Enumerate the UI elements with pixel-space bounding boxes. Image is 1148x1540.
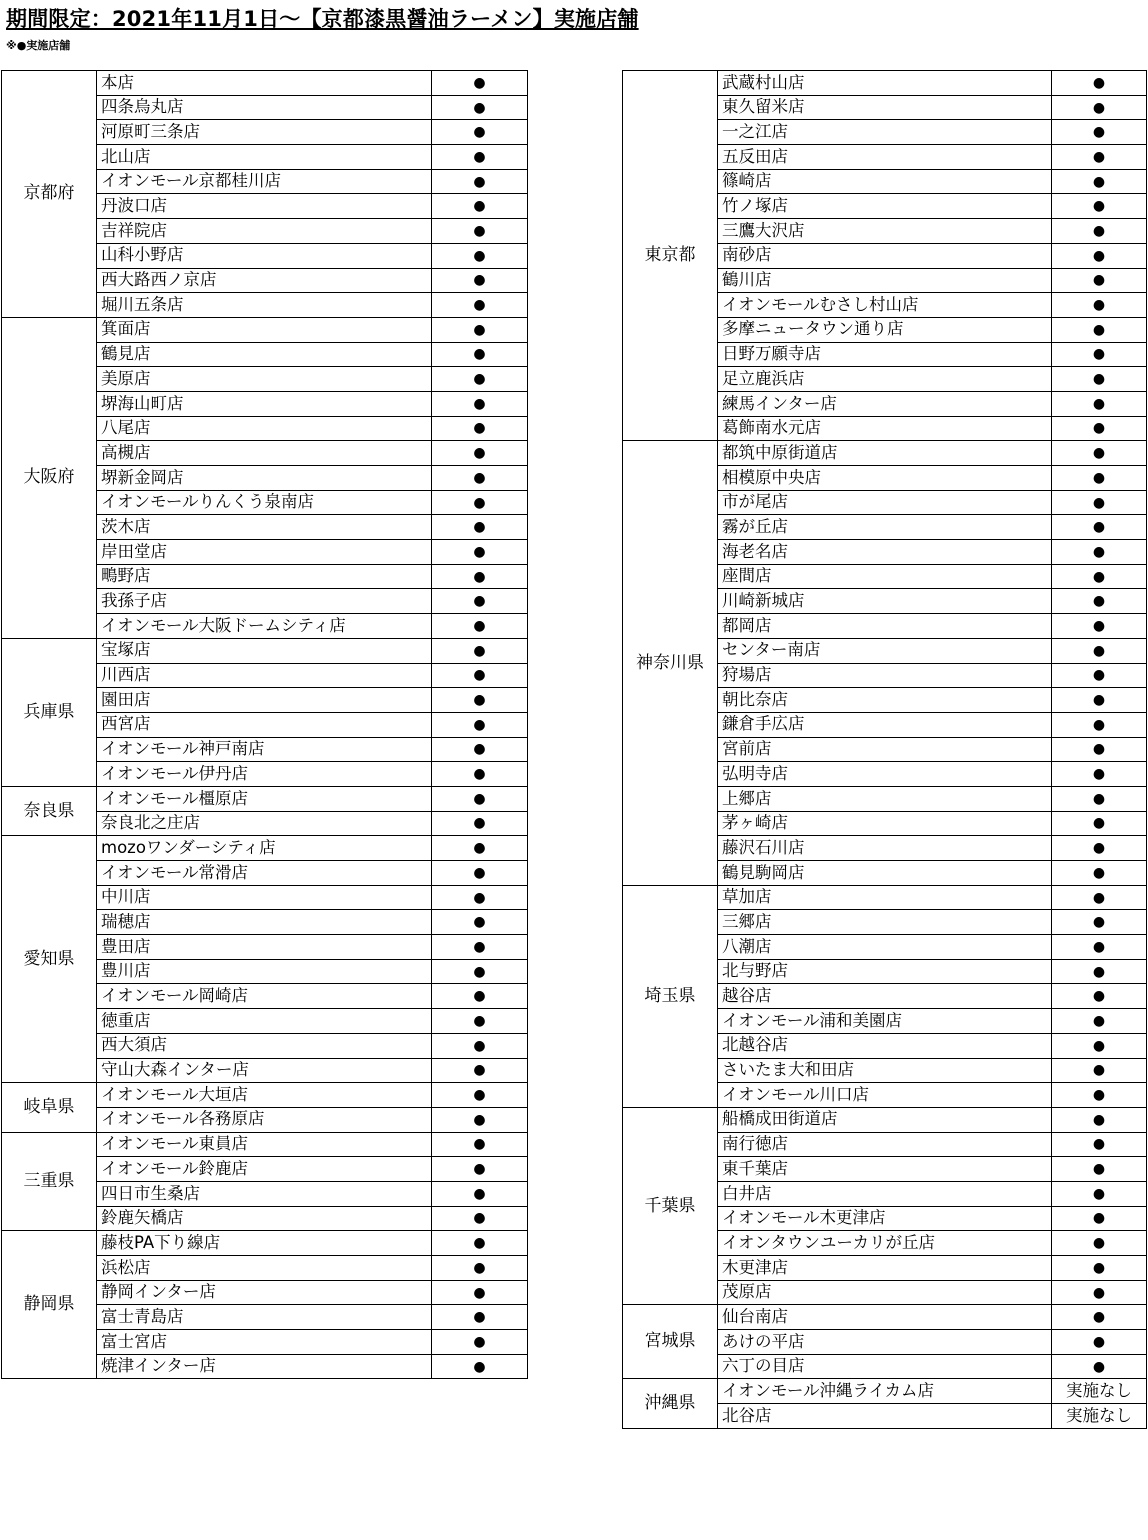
store-name-cell: さいたま大和田店 (718, 1058, 1052, 1083)
status-mark-cell: ● (1052, 194, 1147, 219)
status-mark-cell: ● (432, 762, 528, 787)
store-name-cell: 座間店 (718, 564, 1052, 589)
store-name-cell: 浜松店 (97, 1256, 432, 1281)
status-mark-cell: ● (432, 1181, 528, 1206)
store-name-cell: 草加店 (718, 885, 1052, 910)
store-name-cell: 仙台南店 (718, 1305, 1052, 1330)
store-name-cell: 丹波口店 (97, 194, 432, 219)
table-row (2, 71, 528, 96)
store-name-cell: 弘明寺店 (718, 762, 1052, 787)
store-name-cell: 都筑中原街道店 (718, 441, 1052, 466)
store-name-cell: 徳重店 (97, 1009, 432, 1034)
status-mark-cell: ● (1052, 466, 1147, 491)
store-name-cell: イオンモール鈴鹿店 (97, 1157, 432, 1182)
prefecture-cell: 兵庫県 (2, 638, 97, 786)
status-mark-cell: ● (432, 1354, 528, 1379)
status-mark-cell: ● (432, 663, 528, 688)
store-name-cell: イオンモール東員店 (97, 1132, 432, 1157)
table-row (623, 1107, 1147, 1132)
store-name-cell: イオンモール大垣店 (97, 1083, 432, 1108)
status-mark-cell: ● (1052, 268, 1147, 293)
table-row (2, 1083, 528, 1108)
status-mark-cell: ● (1052, 1033, 1147, 1058)
prefecture-cell: 京都府 (2, 71, 97, 318)
store-name-cell: 六丁の目店 (718, 1354, 1052, 1379)
status-mark-cell: ● (1052, 984, 1147, 1009)
store-name-cell: 霧が丘店 (718, 515, 1052, 540)
status-mark-cell: ● (1052, 490, 1147, 515)
store-name-cell: 鈴鹿矢橋店 (97, 1206, 432, 1231)
status-mark-cell: ● (1052, 1231, 1147, 1256)
status-mark-cell: ● (1052, 515, 1147, 540)
status-mark-cell: ● (1052, 762, 1147, 787)
status-mark-cell: ● (1052, 1058, 1147, 1083)
status-mark-cell: ● (1052, 367, 1147, 392)
status-mark-cell: ● (1052, 391, 1147, 416)
status-mark-cell: ● (432, 910, 528, 935)
status-mark-cell: ● (432, 490, 528, 515)
prefecture-cell: 奈良県 (2, 786, 97, 835)
store-name-cell: 南行徳店 (718, 1132, 1052, 1157)
status-mark-cell: ● (1052, 1354, 1147, 1379)
status-mark-cell: ● (432, 1330, 528, 1355)
status-mark-cell: ● (1052, 71, 1147, 96)
store-name-cell: あけの平店 (718, 1330, 1052, 1355)
status-mark-cell: ● (1052, 712, 1147, 737)
store-name-cell: 瑞穂店 (97, 910, 432, 935)
store-name-cell: 西宮店 (97, 712, 432, 737)
store-name-cell: 川崎新城店 (718, 589, 1052, 614)
status-mark-cell: ● (1052, 1206, 1147, 1231)
store-name-cell: 中川店 (97, 885, 432, 910)
status-mark-cell: ● (432, 120, 528, 145)
store-name-cell: 四条烏丸店 (97, 95, 432, 120)
status-mark-cell: ● (1052, 638, 1147, 663)
status-mark-cell: ● (1052, 688, 1147, 713)
status-mark-cell: ● (432, 1132, 528, 1157)
store-name-cell: 園田店 (97, 688, 432, 713)
store-name-cell: イオンモール木更津店 (718, 1206, 1052, 1231)
status-mark-cell: ● (1052, 1280, 1147, 1305)
status-mark-cell: ● (432, 811, 528, 836)
store-name-cell: 藤沢石川店 (718, 836, 1052, 861)
status-mark-cell: ● (432, 466, 528, 491)
status-mark-cell: ● (432, 1107, 528, 1132)
status-mark-cell: ● (432, 1009, 528, 1034)
page-title: 期間限定：2021年11月1日～【京都漆黒醤油ラーメン】実施店舗 (6, 7, 639, 31)
store-name-cell: 八尾店 (97, 416, 432, 441)
status-mark-cell: ● (432, 737, 528, 762)
status-mark-cell: ● (432, 391, 528, 416)
store-name-cell: 葛飾南水元店 (718, 416, 1052, 441)
store-name-cell: 堺海山町店 (97, 391, 432, 416)
store-name-cell: 海老名店 (718, 540, 1052, 565)
status-mark-cell: ● (432, 564, 528, 589)
store-name-cell: イオンモール常滑店 (97, 861, 432, 886)
store-name-cell: 富士青島店 (97, 1305, 432, 1330)
store-name-cell: イオンモール神戸南店 (97, 737, 432, 762)
status-mark-cell: ● (1052, 614, 1147, 639)
legend-note: ※●実施店舗 (6, 39, 71, 52)
status-mark-cell: ● (432, 293, 528, 318)
prefecture-cell: 愛知県 (2, 836, 97, 1083)
status-mark-cell: ● (1052, 663, 1147, 688)
store-table-left (1, 70, 528, 1379)
prefecture-cell: 大阪府 (2, 317, 97, 638)
store-name-cell: イオンモール沖縄ライカム店 (718, 1379, 1052, 1404)
store-name-cell: 三鷹大沢店 (718, 219, 1052, 244)
status-mark-cell: ● (1052, 317, 1147, 342)
store-name-cell: 足立鹿浜店 (718, 367, 1052, 392)
store-name-cell: 武蔵村山店 (718, 71, 1052, 96)
status-mark-cell: ● (1052, 145, 1147, 170)
table-row (2, 836, 528, 861)
prefecture-cell: 沖縄県 (623, 1379, 718, 1428)
status-mark-cell: ● (432, 95, 528, 120)
status-mark-cell: ● (432, 1206, 528, 1231)
store-name-cell: 富士宮店 (97, 1330, 432, 1355)
store-name-cell: 山科小野店 (97, 243, 432, 268)
store-name-cell: 藤枝PA下り線店 (97, 1231, 432, 1256)
store-name-cell: 三郷店 (718, 910, 1052, 935)
table-row (2, 317, 528, 342)
status-mark-cell: ● (1052, 1083, 1147, 1108)
store-name-cell: 堀川五条店 (97, 293, 432, 318)
store-name-cell: 川西店 (97, 663, 432, 688)
status-mark-cell: ● (432, 71, 528, 96)
status-mark-cell: ● (432, 861, 528, 886)
status-mark-cell: ● (1052, 910, 1147, 935)
status-mark-cell: ● (1052, 861, 1147, 886)
status-mark-cell: ● (432, 1231, 528, 1256)
status-mark-cell: ● (1052, 1107, 1147, 1132)
status-mark-cell: ● (432, 416, 528, 441)
status-mark-cell: ● (1052, 219, 1147, 244)
status-mark-cell: ● (432, 1083, 528, 1108)
store-name-cell: 宮前店 (718, 737, 1052, 762)
store-name-cell: イオンモール大阪ドームシティ店 (97, 614, 432, 639)
table-row (623, 1305, 1147, 1330)
prefecture-cell: 千葉県 (623, 1107, 718, 1305)
status-mark-cell: ● (1052, 416, 1147, 441)
table-row (623, 441, 1147, 466)
store-name-cell: 竹ノ塚店 (718, 194, 1052, 219)
store-name-cell: 岸田堂店 (97, 540, 432, 565)
store-name-cell: 四日市生桑店 (97, 1181, 432, 1206)
status-mark-cell: ● (432, 169, 528, 194)
table-row (2, 638, 528, 663)
prefecture-cell: 東京都 (623, 71, 718, 441)
status-mark-cell: ● (1052, 737, 1147, 762)
store-name-cell: 八潮店 (718, 935, 1052, 960)
status-mark-cell: ● (1052, 169, 1147, 194)
store-name-cell: イオンモール浦和美園店 (718, 1009, 1052, 1034)
store-name-cell: 西大須店 (97, 1033, 432, 1058)
status-mark-cell: ● (432, 1280, 528, 1305)
status-mark-cell: ● (432, 712, 528, 737)
status-mark-cell: ● (1052, 564, 1147, 589)
status-mark-cell: ● (432, 515, 528, 540)
status-mark-cell: ● (432, 1305, 528, 1330)
table-row (2, 1231, 528, 1256)
store-name-cell: 茅ヶ崎店 (718, 811, 1052, 836)
store-name-cell: 木更津店 (718, 1256, 1052, 1281)
store-name-cell: 北谷店 (718, 1404, 1052, 1429)
status-mark-cell: ● (432, 1256, 528, 1281)
status-mark-cell: ● (1052, 342, 1147, 367)
table-row (623, 71, 1147, 96)
table-row (2, 786, 528, 811)
status-mark-cell: ● (432, 243, 528, 268)
store-name-cell: 市が尾店 (718, 490, 1052, 515)
store-name-cell: 船橋成田街道店 (718, 1107, 1052, 1132)
status-mark-cell: 実施なし (1052, 1379, 1147, 1404)
table-row (623, 885, 1147, 910)
status-mark-cell: ● (432, 317, 528, 342)
store-name-cell: 本店 (97, 71, 432, 96)
status-mark-cell: ● (432, 984, 528, 1009)
status-mark-cell: ● (1052, 243, 1147, 268)
store-name-cell: 箕面店 (97, 317, 432, 342)
status-mark-cell: ● (1052, 293, 1147, 318)
status-mark-cell: ● (432, 688, 528, 713)
store-name-cell: イオンモールりんくう泉南店 (97, 490, 432, 515)
status-mark-cell: ● (1052, 811, 1147, 836)
status-mark-cell: ● (432, 219, 528, 244)
store-name-cell: 堺新金岡店 (97, 466, 432, 491)
prefecture-cell: 岐阜県 (2, 1083, 97, 1132)
store-name-cell: 吉祥院店 (97, 219, 432, 244)
store-name-cell: 練馬インター店 (718, 391, 1052, 416)
store-name-cell: 鎌倉手広店 (718, 712, 1052, 737)
status-mark-cell: ● (1052, 1305, 1147, 1330)
store-name-cell: 五反田店 (718, 145, 1052, 170)
store-name-cell: mozoワンダーシティ店 (97, 836, 432, 861)
store-name-cell: 鶴川店 (718, 268, 1052, 293)
prefecture-cell: 三重県 (2, 1132, 97, 1231)
status-mark-cell: ● (1052, 441, 1147, 466)
store-name-cell: 朝比奈店 (718, 688, 1052, 713)
store-name-cell: 越谷店 (718, 984, 1052, 1009)
store-name-cell: イオンモール岡崎店 (97, 984, 432, 1009)
store-table-right (622, 70, 1147, 1429)
status-mark-cell: ● (432, 1157, 528, 1182)
store-name-cell: 高槻店 (97, 441, 432, 466)
status-mark-cell: ● (432, 786, 528, 811)
store-name-cell: 鶴見店 (97, 342, 432, 367)
store-name-cell: 鶴見駒岡店 (718, 861, 1052, 886)
store-name-cell: 東久留米店 (718, 95, 1052, 120)
store-name-cell: 日野万願寺店 (718, 342, 1052, 367)
status-mark-cell: ● (432, 145, 528, 170)
store-name-cell: イオンモールむさし村山店 (718, 293, 1052, 318)
status-mark-cell: ● (432, 959, 528, 984)
store-name-cell: 豊川店 (97, 959, 432, 984)
status-mark-cell: ● (1052, 120, 1147, 145)
status-mark-cell: ● (432, 367, 528, 392)
status-mark-cell: ● (432, 836, 528, 861)
store-name-cell: 豊田店 (97, 935, 432, 960)
prefecture-cell: 神奈川県 (623, 441, 718, 885)
status-mark-cell: ● (1052, 959, 1147, 984)
status-mark-cell: ● (1052, 786, 1147, 811)
store-name-cell: 南砂店 (718, 243, 1052, 268)
store-name-cell: 静岡インター店 (97, 1280, 432, 1305)
status-mark-cell: ● (432, 441, 528, 466)
store-name-cell: センター南店 (718, 638, 1052, 663)
store-name-cell: 上郷店 (718, 786, 1052, 811)
prefecture-cell: 埼玉県 (623, 885, 718, 1107)
status-mark-cell: ● (432, 638, 528, 663)
store-name-cell: 焼津インター店 (97, 1354, 432, 1379)
store-name-cell: 東千葉店 (718, 1157, 1052, 1182)
store-name-cell: 河原町三条店 (97, 120, 432, 145)
status-mark-cell: ● (1052, 540, 1147, 565)
store-name-cell: 北越谷店 (718, 1033, 1052, 1058)
store-name-cell: 鴫野店 (97, 564, 432, 589)
status-mark-cell: ● (1052, 1256, 1147, 1281)
status-mark-cell: ● (432, 1033, 528, 1058)
store-name-cell: 茨木店 (97, 515, 432, 540)
status-mark-cell: ● (432, 885, 528, 910)
store-name-cell: 狩場店 (718, 663, 1052, 688)
table-row (623, 1379, 1147, 1404)
status-mark-cell: ● (1052, 1157, 1147, 1182)
status-mark-cell: ● (432, 1058, 528, 1083)
store-name-cell: イオンモール川口店 (718, 1083, 1052, 1108)
status-mark-cell: ● (1052, 1132, 1147, 1157)
status-mark-cell: 実施なし (1052, 1404, 1147, 1429)
store-name-cell: 白井店 (718, 1181, 1052, 1206)
store-name-cell: 篠崎店 (718, 169, 1052, 194)
store-name-cell: イオンモール橿原店 (97, 786, 432, 811)
store-name-cell: 北与野店 (718, 959, 1052, 984)
status-mark-cell: ● (432, 342, 528, 367)
store-name-cell: 奈良北之庄店 (97, 811, 432, 836)
status-mark-cell: ● (1052, 836, 1147, 861)
status-mark-cell: ● (1052, 885, 1147, 910)
store-name-cell: イオンモール京都桂川店 (97, 169, 432, 194)
store-name-cell: 我孫子店 (97, 589, 432, 614)
status-mark-cell: ● (1052, 589, 1147, 614)
status-mark-cell: ● (432, 935, 528, 960)
store-name-cell: 宝塚店 (97, 638, 432, 663)
prefecture-cell: 宮城県 (623, 1305, 718, 1379)
status-mark-cell: ● (432, 589, 528, 614)
status-mark-cell: ● (1052, 1009, 1147, 1034)
status-mark-cell: ● (1052, 1181, 1147, 1206)
status-mark-cell: ● (1052, 935, 1147, 960)
status-mark-cell: ● (432, 268, 528, 293)
status-mark-cell: ● (1052, 95, 1147, 120)
store-name-cell: イオンモール各務原店 (97, 1107, 432, 1132)
status-mark-cell: ● (432, 194, 528, 219)
store-name-cell: 一之江店 (718, 120, 1052, 145)
prefecture-cell: 静岡県 (2, 1231, 97, 1379)
store-name-cell: 西大路西ノ京店 (97, 268, 432, 293)
status-mark-cell: ● (1052, 1330, 1147, 1355)
store-name-cell: 守山大森インター店 (97, 1058, 432, 1083)
store-name-cell: イオンモール伊丹店 (97, 762, 432, 787)
store-name-cell: 北山店 (97, 145, 432, 170)
table-row (2, 1132, 528, 1157)
store-name-cell: 都岡店 (718, 614, 1052, 639)
store-name-cell: 美原店 (97, 367, 432, 392)
store-name-cell: 相模原中央店 (718, 466, 1052, 491)
store-name-cell: 多摩ニュータウン通り店 (718, 317, 1052, 342)
status-mark-cell: ● (432, 614, 528, 639)
store-name-cell: イオンタウンユーカリが丘店 (718, 1231, 1052, 1256)
store-name-cell: 茂原店 (718, 1280, 1052, 1305)
status-mark-cell: ● (432, 540, 528, 565)
